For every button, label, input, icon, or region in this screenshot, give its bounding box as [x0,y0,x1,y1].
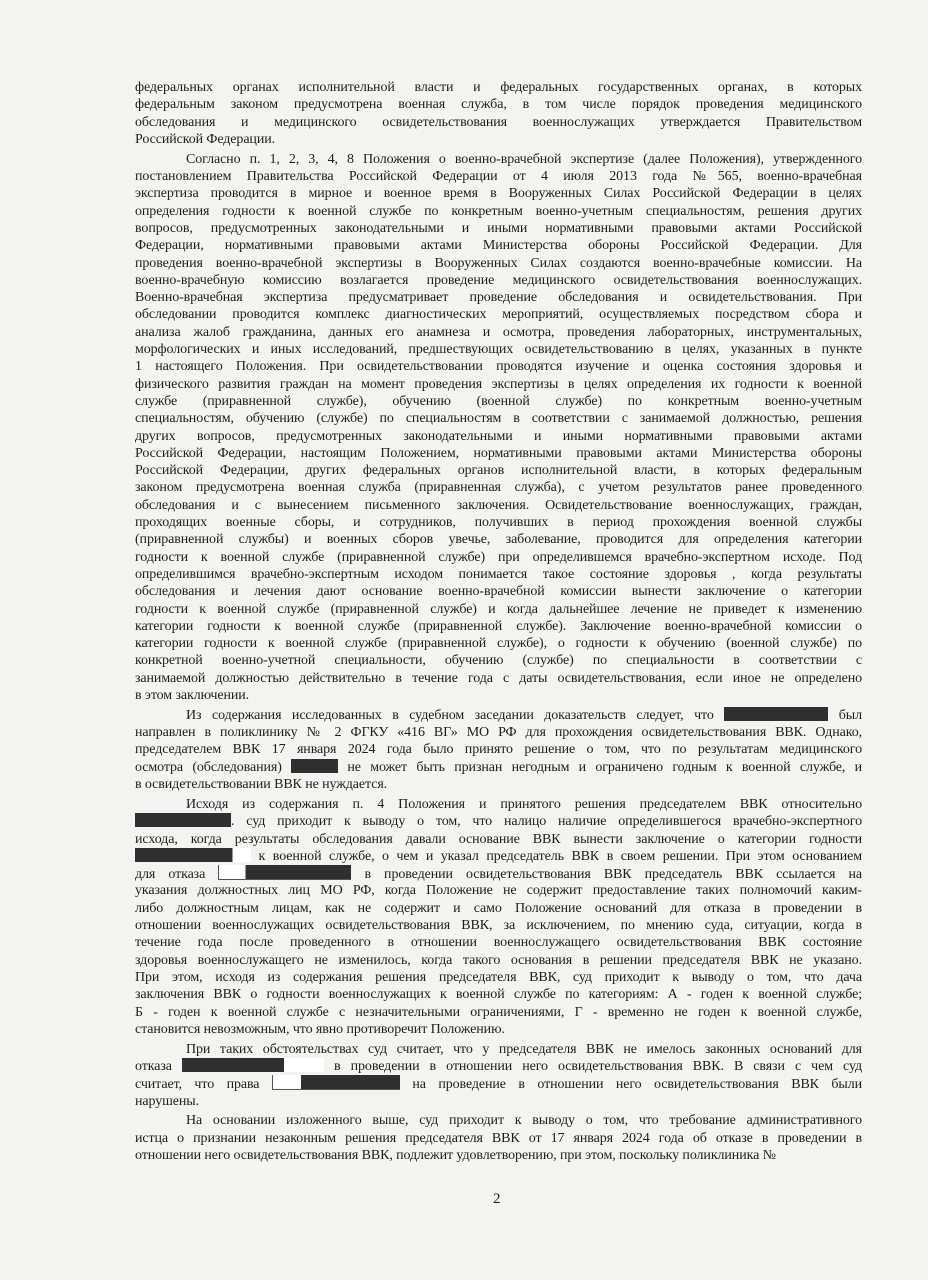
text-line [135,462,862,479]
text-line [135,1004,862,1021]
text-segment: конкретной военно-учетной специальности, обучению (службе) по специальности в соответствии с [135,653,862,669]
text-line [135,759,862,776]
text-segment: считает, что права [135,1077,272,1093]
paragraph [135,1041,862,1110]
text-line [135,687,862,704]
text-segment: экспертиза проводится в мирное и военное время в Вооруженных Силах Российской Федерации в целях [135,186,862,202]
text-line [135,114,862,131]
text-segment: При этом, исходя из содержания решения председателя ВВК, суд приходит к выводу о том, что дача [135,969,862,985]
text-line [135,724,862,741]
text-line [135,900,862,917]
text-line [135,410,862,427]
text-line [135,741,862,758]
text-segment: проходящих военные сборы, и сотрудников, получивших в период прохождения военной службы [135,515,862,531]
text-segment: к военной службе, о чем и указал председатель ВВК в своем решении. При этом основанием [251,848,862,864]
text-line [135,324,862,341]
text-segment: категории годности к военной службе (приравненной службе). Заключение военно-врачебной комиссии о [135,618,862,634]
text-line [135,220,862,237]
text-segment: либо должностным лицам, как не содержит и само Положение оснований для отказа в проведении в [135,900,862,916]
text-segment: осмотра (обследования) [135,759,292,775]
text-line [135,151,862,168]
text-line [135,549,862,566]
paragraph [135,79,862,148]
text-segment: других вопросов, предусмотренных законодательными и иными нормативными правовыми актами [135,428,862,444]
text-line [135,1093,862,1110]
text-line [135,865,862,882]
text-segment: течение года после проведенного в отношении военнослужащего освидетельствования ВВК состояние [135,935,862,951]
text-segment: определения годности к военной службе по конкретным военно-учетным специальностям, решения других [135,203,862,219]
text-segment: определившимся врачебно-экспертным исходом понимается такое состояние здоровья , когда результаты [135,566,862,582]
text-segment: Исходя из содержания п. 4 Положения и принятого решения председателем ВВК относительно [186,796,862,812]
text-segment: федеральных органах исполнительной власти и федеральных государственных органах, в которых [135,80,862,95]
text-segment: истца о признании незаконным решения председателя ВВК от 17 января 2024 года об отказе в проведении в [135,1130,862,1146]
text-segment: Б - годен к военной службе с незначительными ограничениями, Г - временно не годен к военной службе, [135,1004,862,1020]
text-segment: физического развития граждан на момент проведения экспертизы в целях определения их годности к военной [135,376,862,392]
redaction-box [724,707,828,721]
text-segment: морфологических и иных исследований, предшествующих освидетельствованию в целях, указанных в пункте [135,342,862,358]
text-segment: проведения военно-врачебной экспертизы в Вооруженных Силах создаются военно-врачебные комиссии. На [135,255,862,271]
text-line [135,635,862,652]
text-segment: нарушены. [135,1093,200,1109]
text-line [135,1021,862,1038]
text-line [135,986,862,1003]
text-segment: в этом заключении. [135,687,250,703]
text-segment: федеральным законом предусмотрена военная служба, в том числе порядок проведения медицинского [135,97,862,113]
text-segment: обследования и с вынесением письменного заключения. Освидетельствование военнослужащих, граждан, [135,497,862,513]
text-line [135,848,862,865]
text-line [135,796,862,813]
text-segment: обследовании проводится комплекс диагностических мероприятий, осуществляемых посредством сбора и [135,307,862,323]
text-line [135,79,862,96]
text-line [135,168,862,185]
text-line [135,203,862,220]
redaction-box [218,865,351,880]
text-segment: Российской Федерации, других федеральных органов исполнительной власти, в которых федеральным [135,463,862,479]
text-line [135,1075,862,1092]
text-line [135,306,862,323]
text-line [135,566,862,583]
text-segment: Российской Федерации. [135,131,276,147]
text-segment: заключения ВВК о годности военнослужащих к военной службе по категориям: А - годен к военной службе; [135,987,862,1003]
page-number: 2 [493,1191,501,1207]
text-line [135,618,862,635]
text-line [135,813,862,830]
paragraph [135,151,862,705]
text-segment: годности к военной службе (приравненной службе) и когда дальнейшее лечение не приведет к изменению [135,601,862,617]
text-segment: становится невозможным, что явно противоречит Положению. [135,1021,505,1037]
paragraph [135,1112,862,1164]
text-segment: Федерации, нормативными правовыми актами Министерства обороны Российской Федерации. Для [135,238,862,254]
text-segment: отношении военнослужащих освидетельствования ВВК, за исключением, по мнению суда, ситуации, когда в [135,918,862,934]
text-line [135,583,862,600]
text-segment: (приравненной службы) и военных сборов увечье, заболевание, проводится для определения категории [135,532,862,548]
text-segment: годности к военной службе (приравненной службе) при определившемся врачебно-экспертном исходе. Под [135,549,862,565]
paragraph [135,796,862,1038]
text-segment: председателем ВВК 17 января 2024 года было принято решение о том, что по результатам медицинского [135,742,862,758]
text-line [135,601,862,618]
text-line [135,289,862,306]
text-segment: категории годности к военной службе (приравненной службе), о годности к обучению (военной службе) по [135,636,862,652]
text-line [135,882,862,899]
text-segment: в проведении в отношении него освидетельствования ВВК. В связи с чем суд [323,1059,862,1074]
paragraph [135,707,862,793]
text-line [135,376,862,393]
text-line [135,952,862,969]
text-line [135,479,862,496]
text-segment: Российской Федерации, настоящим Положением, нормативными правовыми актами Министерства обороны [135,445,862,461]
text-line [135,917,862,934]
text-line [135,969,862,986]
text-segment: . суд приходит к выводу о том, что налицо наличие определившегося врачебно-экспертного [231,814,862,830]
text-line [135,776,862,793]
redaction-box [272,1075,400,1090]
text-segment: обследования и медицинского освидетельствования военнослужащих утверждается Правительством [135,114,862,130]
text-line [135,1147,862,1164]
text-line [135,1058,862,1075]
text-line [135,670,862,687]
text-segment: анализа жалоб гражданина, данных его анамнеза и осмотра, проведения лабораторных, инструментальных, [135,324,862,340]
text-segment: не может быть признан негодным и ограничено годным к военной службе, и [338,759,863,775]
text-segment: службе (приравненной службе), обучению (военной службе) по конкретным военно-учетным [135,393,862,409]
text-line [135,393,862,410]
text-line [135,272,862,289]
text-segment: Из содержания исследованных в судебном заседании доказательств следует, что [186,707,725,723]
text-line [135,445,862,462]
text-line [135,1041,862,1058]
text-line [135,237,862,254]
redaction-box [182,1058,324,1072]
text-line [135,1112,862,1129]
text-segment: в проведении освидетельствования ВВК председатель ВВК ссылается на [351,867,862,883]
text-segment: При таких обстоятельствах суд считает, что у председателя ВВК не имелось законных оснований для [186,1041,862,1057]
text-line [135,255,862,272]
document-body [135,79,862,1164]
redaction-box [291,759,338,773]
text-segment: военно-врачебную комиссию возлагается проведение медицинского освидетельствования военнослужащих. [135,272,862,288]
text-line [135,497,862,514]
text-line [135,707,862,724]
text-line [135,96,862,113]
text-segment: здоровья военнослужащего не изменилось, когда такого основания в решении председателя ВВК не указано. [135,952,862,968]
text-segment: законом предусмотрена военная служба (приравненная служба), с учетом результатов ранее проведенного [135,480,862,496]
text-line [135,831,862,848]
text-segment: Согласно п. 1, 2, 3, 4, 8 Положения о военно-врачебной экспертизе (далее Положения), утвержденного [186,151,862,167]
text-segment: обследования и лечения дают основание военно-врачебной комиссии вынести заключение о категории [135,584,862,600]
text-segment: в освидетельствовании ВВК не нуждается. [135,777,388,793]
text-segment: исхода, когда результаты обследования давали основание ВВК вынести заключение о категории годности [135,831,862,847]
text-segment: отказа [135,1059,182,1074]
text-segment: был [828,707,862,723]
text-line [135,185,862,202]
text-line [135,934,862,951]
text-segment: На основании изложенного выше, суд приходит к выводу о том, что требование административного [186,1113,862,1129]
text-line [135,652,862,669]
text-segment: направлен в поликлинику № 2 ФГКУ «416 ВГ» МО РФ для прохождения освидетельствования ВВК. Однако, [135,725,862,741]
text-segment: на проведение в отношении него освидетельствования ВВК были [399,1077,862,1093]
text-segment: вопросов, предусмотренных законодательными и иными нормативными правовыми актами Российской [135,220,862,236]
text-segment: постановлением Правительства Российской Федерации от 4 июля 2013 года №565, военно-врачебная [135,169,862,185]
text-segment: Военно-врачебная экспертиза предусматривает проведение обследования и освидетельствования. При [135,290,862,306]
text-line [135,531,862,548]
text-segment: указания должностных лиц МО РФ, когда Положение не содержит предоставление таких полномочий каким- [135,883,862,899]
redaction-box [135,813,231,827]
text-line [135,1130,862,1147]
text-line [135,514,862,531]
text-line [135,341,862,358]
text-segment: занимаемой должностью действительно в течение года с даты освидетельствования, если иное не определено [135,670,862,686]
text-line [135,358,862,375]
text-line [135,428,862,445]
text-segment: отношении него освидетельствования ВВК, подлежит удовлетворению, при этом, поскольку поликлиника № [135,1148,776,1164]
text-segment: для отказа [135,867,219,883]
text-segment: специальностям, обучению (службе) по специальностям в соответствии с занимаемой должностью, решения [135,411,862,427]
text-segment: 1 настоящего Положения. При освидетельствовании проводятся изучение и оценка состояния здоровья и [135,359,862,375]
text-line [135,131,862,148]
redaction-box [135,848,251,862]
